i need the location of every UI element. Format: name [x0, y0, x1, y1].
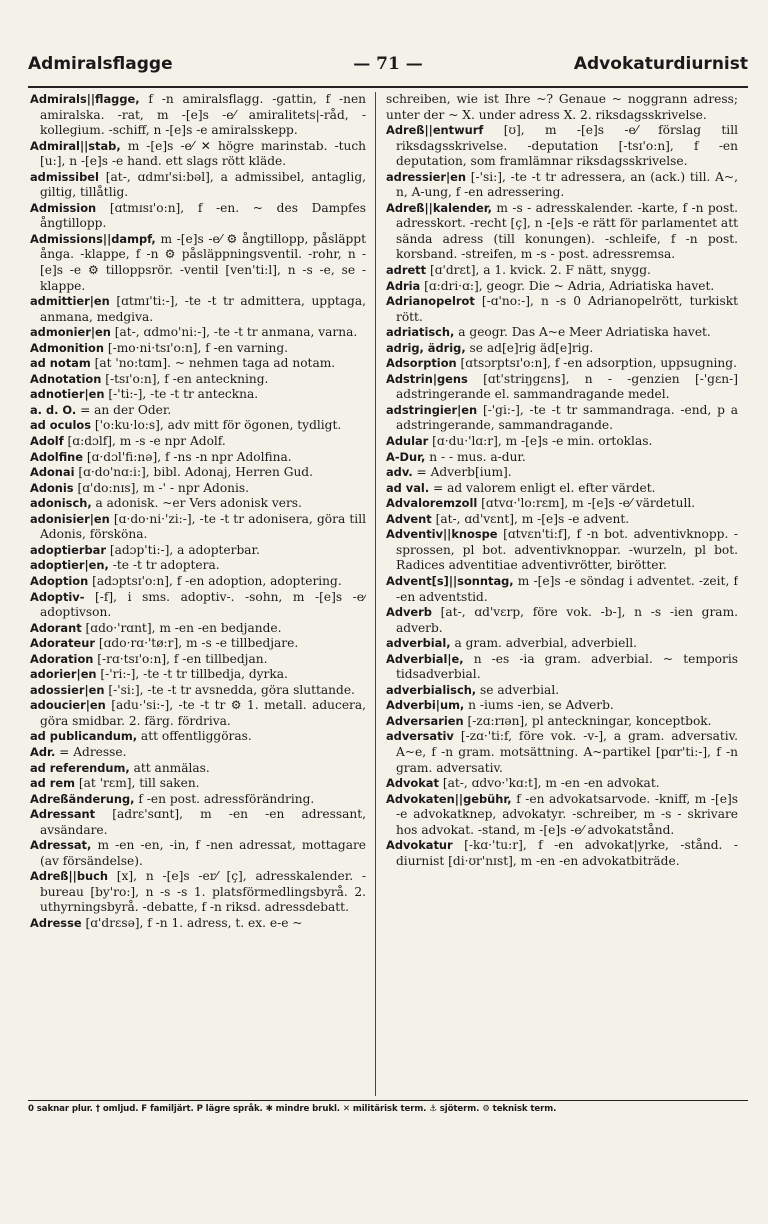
entry-definition: [adɔptsɪ'o:n], f -en adoption, adoptering. — [92, 573, 342, 588]
entry-definition: se ad[e]rig äd[e]rig. — [469, 340, 594, 355]
dictionary-entry — [30, 201, 366, 232]
entry-definition: [-mo·ni·tsɪ'o:n], f -en varning. — [107, 340, 288, 355]
entry-definition: [-rɑ·tsɪ'o:n], f -en tillbedjan. — [97, 651, 268, 666]
entry-definition: [at 'no:tɑm]. ~ nehmen taga ad notam. — [94, 356, 336, 371]
entry-definition: [x], n -[e]s -er⁄ [ç], adresskalender. -bureau [by'ro:], n -s -s 1. platsförmedlingsbyrå. 2. uthyrningsbyrå. -debatte, f -n riksd. adressdebatt. — [40, 869, 366, 915]
entry-definition: [-'ri:-], -te -t tr tillbedja, dyrka. — [100, 667, 288, 682]
dictionary-entry — [30, 869, 366, 916]
footer-rule — [28, 1100, 748, 1101]
entry-definition: a gram. adverbial, adverbiell. — [454, 636, 637, 651]
dictionary-entry — [386, 698, 738, 714]
entry-headword: Adreß||kalender, — [386, 200, 492, 215]
entry-definition: att anmälas. — [133, 760, 210, 775]
dictionary-entry — [386, 574, 738, 605]
entry-headword: Adsorption — [386, 356, 457, 371]
header-left-guide-word: Admiralsflagge — [28, 54, 173, 74]
entry-definition: [at-, ɑd'vɛnt], m -[e]s -e advent. — [435, 511, 630, 526]
entry-headword: admissibel — [30, 169, 99, 184]
dictionary-entry — [30, 745, 366, 761]
entry-headword: Adressant — [30, 807, 96, 822]
entry-definition: [adrɛ'sɑnt], m -en -en adressant, avsändare. — [40, 807, 366, 837]
dictionary-entry — [386, 325, 738, 341]
entry-definition: = ad valorem enligt el. efter värdet. — [433, 480, 656, 495]
entry-headword: Admonition — [30, 340, 104, 355]
dictionary-entry — [30, 776, 366, 792]
entry-headword: Adoptiv- — [30, 589, 85, 604]
dictionary-entry — [30, 450, 366, 466]
dictionary-entry — [30, 667, 366, 683]
entry-headword: adoptierbar — [30, 542, 106, 557]
entry-definition: [-'si:], -te -t tr adressera, an (ack.) till. A~, n, A-ung, f -en adressering. — [396, 169, 738, 200]
entry-headword: Adoption — [30, 573, 89, 588]
dictionary-entry — [30, 543, 366, 559]
dictionary-entry — [386, 279, 738, 295]
entry-definition: [adɔp'ti:-], a adopterbar. — [109, 542, 260, 557]
entry-definition: [-zɑ·'ti:f, före vok. -v-], a gram. adversativ. A~e, f -n gram. motsättning. A~partikel [pɑr'ti:-], f -n gram. adversativ. — [396, 729, 738, 775]
dictionary-entry — [386, 372, 738, 403]
dictionary-entry — [30, 838, 366, 869]
entry-definition: m -en -en, -in, f -nen adressat, mottagare (av försändelse). — [40, 838, 366, 868]
page-header — [28, 54, 748, 80]
entry-headword: Advaloremzoll — [386, 496, 478, 511]
entry-headword: Adonis — [30, 480, 74, 495]
entry-definition: n - - mus. a-dur. — [429, 449, 526, 464]
entry-definition: [ɑtvɑ·'lo:rɛm], m -[e]s -e⁄ värdetull. — [481, 496, 696, 511]
dictionary-entry — [386, 792, 738, 839]
entry-definition: [ɑ'drɛsə], f -n 1. adress, t. ex. e-e ~ — [85, 915, 303, 930]
entry-definition: schreiben, wie ist Ihre ~? Genaue ~ noggrann adress; unter der ~ X. under adress X. 2. riksdagsskrivelse. — [386, 92, 738, 122]
dictionary-entry — [30, 652, 366, 668]
dictionary-entry — [386, 838, 738, 869]
dictionary-entry — [30, 558, 366, 574]
entry-definition: f -en advokatsarvode. -kniff, m -[e]s -e advokatknep, advokatyr. -schreiber, m -s - skrivare hos advokat. -stand, m -[e]s -e⁄ advokatstånd. — [396, 791, 738, 837]
entry-definition: m -s - adresskalender. -karte, f -n post. adresskort. -recht [ç], n -[e]s -e rätt för parlamentet att sända adress (till konungen). -schleife, f -n post. korsband. -streifen, m -s - post. adressremsa. — [396, 200, 738, 262]
dictionary-entry — [30, 434, 366, 450]
entry-headword: Adolfine — [30, 449, 83, 464]
dictionary-entry — [386, 683, 738, 699]
entry-headword: Adr. — [30, 744, 56, 759]
entry-headword: Adressat, — [30, 838, 92, 853]
page-number: — 71 — — [353, 54, 423, 74]
entry-headword: Adoration — [30, 651, 94, 666]
entry-definition: [at-, ɑdmɪ'si:bəl], a admissibel, antaglig, giltig, tillåtlig. — [40, 169, 366, 200]
entry-headword: Adonai — [30, 465, 75, 480]
entry-definition: [ʊ], m -[e]s -e⁄ förslag till riksdagsskrivelse. -deputation [-tsɪ'o:n], f -en deputation, som framlämnar riksdagsskrivelse. — [396, 123, 738, 169]
dictionary-entry — [30, 481, 366, 497]
entry-headword: Adorateur — [30, 636, 95, 651]
entry-definition: [ɑ·dɔl'fi:nə], f -ns -n npr Adolfina. — [86, 449, 292, 464]
entry-headword: adrett — [386, 263, 427, 278]
entry-headword: adrig, ädrig, — [386, 340, 466, 355]
entry-headword: Adorant — [30, 620, 82, 635]
entry-headword: admittier|en — [30, 294, 110, 309]
entry-definition: = Adverb[ium]. — [416, 465, 512, 480]
dictionary-entry — [30, 807, 366, 838]
entry-headword: admonier|en — [30, 325, 111, 340]
entry-headword: a. d. O. — [30, 402, 77, 417]
entry-definition: m -[e]s -e⁄ ✕ högre marinstab. -tuch [u:], n -[e]s -e hand. ett slags rött kläde. — [40, 138, 366, 169]
entry-definition: [ɑ'do:nɪs], m -' - npr Adonis. — [77, 480, 250, 495]
entry-definition: [-'ti:-], -te -t tr anteckna. — [108, 387, 259, 402]
entry-headword: Admissions||dampf, — [30, 231, 156, 246]
entry-headword: Adolf — [30, 434, 64, 449]
dictionary-entry — [386, 123, 738, 170]
entry-headword: Adular — [386, 434, 429, 449]
entry-headword: Adria — [386, 278, 421, 293]
entry-definition: f -n amiralsflagg. -gattin, f -nen amiralska. -rat, m -[e]s -e⁄ amiralitets|-råd, -kollegium. -schiff, n -[e]s -e amiralsskepp. — [40, 92, 366, 138]
entry-definition: [ɑdo·'rɑnt], m -en -en bedjande. — [85, 620, 282, 635]
entry-definition: [at-, ɑdvo·'kɑ:t], m -en -en advokat. — [442, 776, 660, 791]
dictionary-entry — [386, 776, 738, 792]
dictionary-entry — [386, 403, 738, 434]
entry-headword: adversativ — [386, 729, 454, 744]
dictionary-entry — [386, 341, 738, 357]
entry-definition: [-tsɪ'o:n], f -en anteckning. — [105, 371, 269, 386]
entry-headword: A-Dur, — [386, 449, 426, 464]
entry-definition: n -es -ia gram. adverbial. ~ temporis tidsadverbial. — [396, 651, 738, 682]
dictionary-entry — [30, 232, 366, 294]
entry-definition: [at-, ɑd'vɛrp, före vok. -b-], n -s -ien gram. adverb. — [396, 605, 738, 635]
dictionary-entry — [386, 356, 738, 372]
dictionary-entry — [30, 294, 366, 325]
dictionary-entry — [386, 527, 738, 574]
entry-definition: [ɑ·du·'lɑ:r], m -[e]s -e min. ortoklas. — [432, 434, 653, 449]
entry-headword: Advent[s]||sonntag, — [386, 573, 514, 588]
dictionary-entry — [30, 683, 366, 699]
dictionary-entry — [30, 574, 366, 590]
dictionary-entry — [30, 496, 366, 512]
entry-definition: [ɑdo·rɑ·'tø:r], m -s -e tillbedjare. — [98, 636, 299, 651]
entry-definition: [at 'rɛm], till saken. — [78, 776, 200, 791]
dictionary-entry — [386, 92, 738, 123]
entry-definition: [ɑ'drɛt], a 1. kvick. 2. F nätt, snygg. — [429, 263, 651, 278]
entry-headword: ad rem — [30, 776, 76, 791]
entry-headword: Adventiv||knospe — [386, 527, 498, 542]
dictionary-entry — [30, 356, 366, 372]
entry-definition: ['o:ku·lo:s], adv mitt för ögonen, tydligt. — [94, 418, 342, 433]
entry-definition: f -en post. adressförändring. — [138, 791, 315, 806]
dictionary-entry — [30, 590, 366, 621]
entry-headword: Adresse — [30, 915, 82, 930]
dictionary-entry — [30, 465, 366, 481]
entry-headword: Admission — [30, 200, 97, 215]
dictionary-entry — [386, 512, 738, 528]
entry-headword: adoucier|en — [30, 698, 106, 713]
entry-definition: [adu·'si:-], -te -t tr ⚙ 1. metall. aducera, göra smidbar. 2. färg. fördriva. — [40, 698, 366, 728]
dictionary-entry — [30, 325, 366, 341]
entry-headword: adonisier|en — [30, 511, 110, 526]
dictionary-entry — [30, 139, 366, 170]
entry-definition: [ɑtvɛn'ti:f], f -n bot. adventivknopp. -sprossen, pl bot. adventivknoppar. -wurzeln, pl bot. Radices adventitiae adventivrötter, birötter. — [396, 527, 738, 573]
entry-headword: Advent — [386, 511, 432, 526]
entry-definition: [ɑ:dri·ɑ:], geogr. Die ~ Adria, Adriatiska havet. — [424, 278, 715, 293]
left-column — [30, 92, 366, 1096]
dictionary-entry — [386, 496, 738, 512]
entry-headword: adossier|en — [30, 682, 105, 697]
entry-headword: ad notam — [30, 356, 91, 371]
entry-definition: [-'si:], -te -t tr avsnedda, göra sluttande. — [108, 682, 355, 697]
dictionary-entry — [30, 636, 366, 652]
dictionary-entry — [30, 170, 366, 201]
entry-headword: Adverbial|e, — [386, 651, 464, 666]
dictionary-entry — [386, 636, 738, 652]
entry-headword: Adreß||buch — [30, 869, 108, 884]
entry-definition: [-zɑ:rɪən], pl anteckningar, konceptbok. — [467, 713, 712, 728]
entry-definition: [ɑt'striŋgɛns], n - -genzien [-'gɛn-] adstringerande el. sammandragande medel. — [396, 371, 738, 402]
dictionary-entry — [30, 418, 366, 434]
entry-definition: [-kɑ·'tu:r], f -en advokat|yrke, -stånd. -diurnist [di·ʊr'nɪst], m -en -en advokatbiträde. — [396, 838, 738, 868]
dictionary-entry — [386, 294, 738, 325]
header-rule — [28, 86, 748, 88]
entry-headword: Adnotation — [30, 371, 102, 386]
dictionary-entry — [386, 450, 738, 466]
entry-headword: Adreßänderung, — [30, 791, 135, 806]
entry-definition: [ɑ·do'nɑ:i:], bibl. Adonaj, Herren Gud. — [78, 465, 313, 480]
entry-headword: Admirals||flagge, — [30, 92, 140, 106]
entry-definition: = Adresse. — [59, 744, 127, 759]
right-column — [386, 92, 738, 1096]
entry-definition: n -iums -ien, se Adverb. — [468, 698, 614, 713]
entry-headword: ad oculos — [30, 418, 92, 433]
dictionary-entry — [386, 263, 738, 279]
dictionary-entry — [30, 729, 366, 745]
entry-definition: [-ɑ'no:-], n -s 0 Adrianopelrött, turkiskt rött. — [396, 294, 738, 324]
dictionary-entry — [386, 201, 738, 263]
dictionary-entry — [386, 434, 738, 450]
entry-definition: a adonisk. ~er Vers adonisk vers. — [95, 496, 302, 511]
dictionary-entry — [30, 916, 366, 932]
entry-headword: adv. — [386, 465, 413, 480]
header-right-guide-word: Advokaturdiurnist — [573, 54, 748, 74]
entry-headword: Adreß||entwurf — [386, 123, 484, 138]
entry-definition: [ɑ·do·ni·'zi:-], -te -t tr adonisera, göra till Adonis, försköna. — [40, 511, 366, 542]
entry-headword: ad val. — [386, 480, 430, 495]
dictionary-entry — [386, 652, 738, 683]
entry-definition: a geogr. Das A~e Meer Adriatiska havet. — [458, 325, 711, 340]
dictionary-entry — [386, 729, 738, 776]
entry-headword: ad referendum, — [30, 760, 130, 775]
entry-headword: Advokaten||gebühr, — [386, 791, 512, 806]
entry-headword: Advokat — [386, 776, 439, 791]
entry-definition: = an der Oder. — [80, 402, 172, 417]
dictionary-entry — [30, 403, 366, 419]
entry-headword: adverbial, — [386, 636, 451, 651]
dictionary-entry — [30, 698, 366, 729]
dictionary-entry — [386, 465, 738, 481]
dictionary-entry — [386, 481, 738, 497]
entry-definition: -te -t tr adoptera. — [112, 558, 220, 573]
entry-headword: Adrianopelrot — [386, 294, 475, 309]
dictionary-entry — [30, 792, 366, 808]
entry-headword: Adstrin|gens — [386, 371, 468, 386]
entry-headword: adressier|en — [386, 169, 466, 184]
dictionary-entry — [30, 341, 366, 357]
entry-headword: Adverb — [386, 605, 432, 620]
dictionary-entry — [30, 621, 366, 637]
entry-definition: [-f], i sms. adoptiv-. -sohn, m -[e]s -e⁄ adoptivson. — [40, 589, 366, 620]
entry-headword: ad publicandum, — [30, 729, 138, 744]
entry-headword: Advokatur — [386, 838, 453, 853]
dictionary-entry — [30, 92, 366, 139]
entry-headword: Adverbi|um, — [386, 698, 465, 713]
entry-headword: adonisch, — [30, 496, 92, 511]
entry-definition: [at-, ɑdmo'ni:-], -te -t tr anmana, varna. — [114, 325, 358, 340]
entry-definition: [ɑtmɪ'ti:-], -te -t tr admittera, upptaga, anmana, medgiva. — [40, 294, 366, 324]
entry-definition: att offentliggöras. — [140, 729, 252, 744]
entry-definition: [ɑ:dɔlf], m -s -e npr Adolf. — [67, 434, 226, 449]
entry-definition: [-'gi:-], -te -t tr sammandraga. -end, p a adstringerande, sammandragande. — [396, 402, 738, 433]
column-divider — [375, 92, 376, 1096]
entry-headword: adoptier|en, — [30, 558, 109, 573]
dictionary-entry — [30, 372, 366, 388]
entry-definition: m -[e]s -e⁄ ⚙ ångtillopp, påsläppt ånga. -klappe, f -n ⚙ påsläppningsventil. -rohr, n -[e]s -e ⚙ tilloppsrör. -ventil [ven'ti:l], n -s -e, se -klappe. — [40, 231, 366, 293]
dictionary-entry — [30, 761, 366, 777]
dictionary-entry — [30, 512, 366, 543]
entry-headword: adstringier|en — [386, 402, 478, 417]
entry-headword: Adversarien — [386, 713, 464, 728]
entry-definition: [ɑtmɪsɪ'o:n], f -en. ~ des Dampfes ångtillopp. — [40, 200, 366, 231]
entry-definition: [ɑtsɔrptsɪ'o:n], f -en adsorption, uppsugning. — [460, 356, 737, 371]
entry-headword: adorier|en — [30, 667, 97, 682]
entry-headword: Admiral||stab, — [30, 138, 121, 153]
dictionary-entry — [386, 170, 738, 201]
entry-headword: adverbialisch, — [386, 682, 477, 697]
dictionary-entry — [386, 605, 738, 636]
entry-headword: adnotier|en — [30, 387, 105, 402]
entry-headword: adriatisch, — [386, 325, 455, 340]
entry-definition: se adverbial. — [480, 682, 560, 697]
entry-definition: m -[e]s -e söndag i adventet. -zeit, f -en adventstid. — [396, 573, 738, 604]
dictionary-entry — [30, 387, 366, 403]
dictionary-entry — [386, 714, 738, 730]
footer-legend: 0 saknar plur. † omljud. F familjärt. P lägre språk. ✱ mindre brukl. ✕ militärisk term. ⚓ sjöterm. ⚙ teknisk term. — [28, 1104, 557, 1114]
